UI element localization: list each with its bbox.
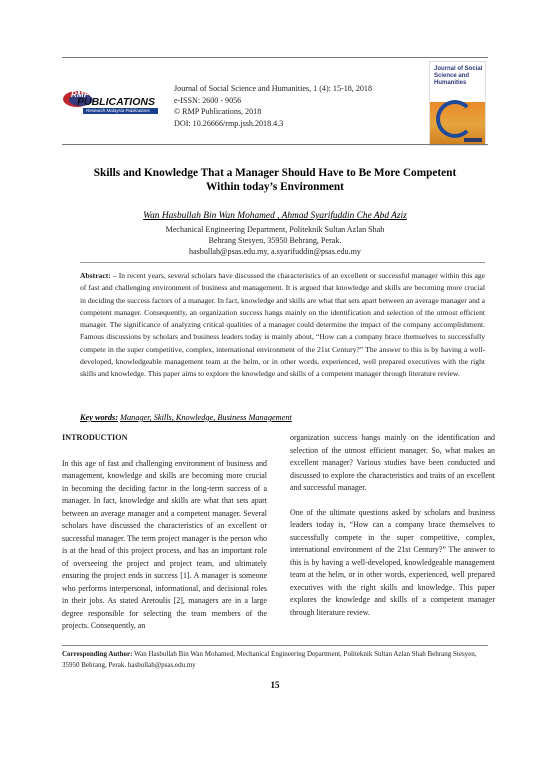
affiliation-emails: hasbullah@psas.edu.my, a.syarifuddin@psas.edu.my [189,247,361,256]
journal-copyright: © RMP Publications, 2018 [174,107,262,117]
header-top-rule [62,57,488,58]
logo-subtitle: Research Malaysia Publications [83,108,158,114]
journal-info [174,83,372,129]
paper-title-line-2: Within today’s Environment [206,181,344,193]
page-number: 15 [270,680,280,690]
abstract-label: Abstract: [80,271,111,280]
right-column [290,432,495,619]
journal-doi: DOI: 10.26666/rmp.jssh.2018.4.3 [174,118,284,128]
paper-title-line-1: Skills and Knowledge That a Manager Should Have to Be More Competent [93,167,457,179]
cover-circle-graphic [436,100,474,138]
footnote-label: Corresponding Author: [62,650,133,658]
affiliation-address: Behrang Stesyen, 35950 Behrang, Perak. [208,236,342,245]
intro-paragraph-2: organization success hangs mainly on the identification and selection of the utmost efficient manager. So, what makes an excellent manager? Various studies have been conducted and discussed to explore the characteristics and traits of an excellent and successful manager. [290,433,495,492]
logo-rmp-text: RMP [71,90,90,99]
paper-authors: Wan Hasbullah Bin Wan Mohamed , Ahmad Syarifuddin Che Abd Aziz [143,211,407,221]
rmp-publications-logo [63,90,158,114]
header-bottom-rule [62,144,488,145]
left-column [62,432,267,633]
journal-issn: e-ISSN: 2600 - 9056 [174,95,242,105]
corresponding-author-note [62,649,492,671]
cover-title: Journal of Social Science and Humanities [434,66,483,86]
journal-cover-image [429,61,486,146]
keywords-value: Manager, Skills, Knowledge, Business Management [120,413,292,422]
affiliation-department: Mechanical Engineering Department, Politeknik Sultan Azlan Shah [165,225,385,234]
abstract-text: – In recent years, several scholars have discussed the characteristics of an excellent or successful manager within this age of fast and challenging environment of business and management. It is argued that knowledge and skills are becoming more crucial in deciding the success factors of a manager. In fact, knowledge and skills are what that sets apart between an average manager and a competent manager. Consequently, an organization success hangs mainly on the identification and selection of the utmost efficient manager. The significance of analyzing critical qualities of a manager could determine the impact of the company accomplishment. Famous discussions by scholars and business leaders today is mainly about, “How can a company brace themselves to successfully compete in the super competitive, complex, international environment of the 21st Century?” The answer to this is by having a well-developed, knowledgeable management team at the helm, or in other words, experienced, well prepared executives with the right skills and knowledge. This paper aims to explore the knowledge and skills of a competent manager through literature review. [80,271,485,379]
paper-title [60,166,490,194]
logo-publications-text: PUBLICATIONS [77,96,155,108]
abstract-rule [80,262,485,263]
section-heading-introduction: INTRODUCTION [62,433,128,442]
intro-paragraph-3: One of the ultimate questions asked by scholars and business leaders today is, “How can a company brace themselves to successfully compete in the super competitive, complex, international environment of the 21st Century?” The answer to this is by having a well-developed, knowledgeable management team at the helm, or in other words, experienced, well prepared executives with the right skills and knowledge. This paper explores the knowledge and skills of a competent manager through literature review. [290,507,495,617]
keywords [80,413,292,422]
keywords-label: Key words: [80,413,119,422]
journal-citation: Journal of Social Science and Humanities, 1 (4): 15-18, 2018 [174,84,373,93]
intro-paragraph-1: In this age of fast and challenging environment of business and management, knowledge and skills are becoming more crucial in becoming the deciding factor in the long-term success of a manager. In fact, knowledge and skills are what that sets apart between an average manager and a competent manager. Several scholars have discussed the characteristics of an excellent or successful manager. The term project manager is the person who is at the head of this project process, and has an important role of overseeing the project and project team, and ultimately ensuring the project ends in success [1]. A manager is someone who performs interpersonal, informational, and decisional roles in their jobs. As stated Aretoulis [2], managers are in a large degree responsible for selecting the team members of the projects. Consequently, an [62,458,267,630]
footnote-text: Wan Hasbullah Bin Wan Mohamed, Mechanical Engineering Department, Politeknik Sultan Azlan Shah Behrang Stesyen, 35950 Behrang, Perak. hasbullah@psas.edu.my [62,650,477,669]
footnote-rule [62,645,488,646]
cover-publisher-mark [464,138,482,142]
abstract [80,270,485,381]
